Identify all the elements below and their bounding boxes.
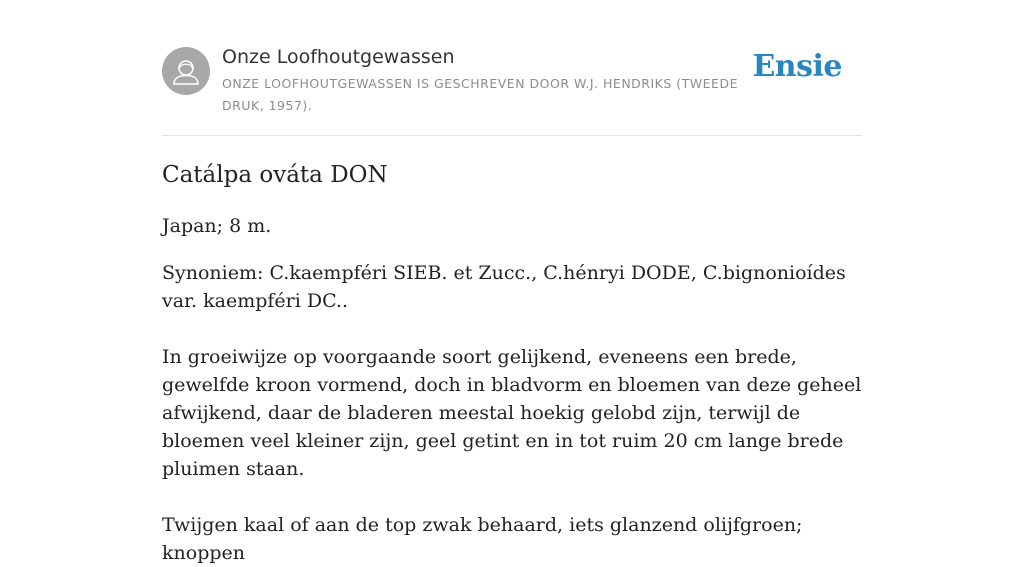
article	[162, 158, 867, 567]
publication-title[interactable]: Onze Loofhoutgewassen	[222, 46, 455, 68]
article-twigs: Twijgen kaal of aan de top zwak behaard, iets glanzend olijfgroen; knoppen	[162, 514, 803, 564]
publication-header	[162, 44, 862, 136]
article-origin: Japan; 8 m.	[162, 215, 272, 237]
article-title: Catálpa ováta DON	[162, 162, 388, 188]
user-avatar-icon[interactable]	[162, 47, 210, 95]
publication-description: ONZE LOOFHOUTGEWASSEN IS GESCHREVEN DOOR W.J. HENDRIKS (TWEEDE DRUK, 1957).	[222, 76, 738, 113]
ensie-logo-link[interactable]: Ensie	[752, 49, 842, 84]
article-description: In groeiwijze op voorgaande soort gelijkend, eveneens een brede, gewelfde kroon vormend, doch in bladvorm en bloemen van deze geheel afwijkend, daar de bladeren meestal hoekig gelobd zijn, terwijl de bloemen veel kleiner zijn, geel getint en in tot ruim 20 cm lange brede pluimen staan.	[162, 346, 862, 480]
article-synonyms: Synoniem: C.kaempféri SIEB. et Zucc., C.hénryi DODE, C.bignonioídes var. kaempféri DC..	[162, 262, 846, 312]
